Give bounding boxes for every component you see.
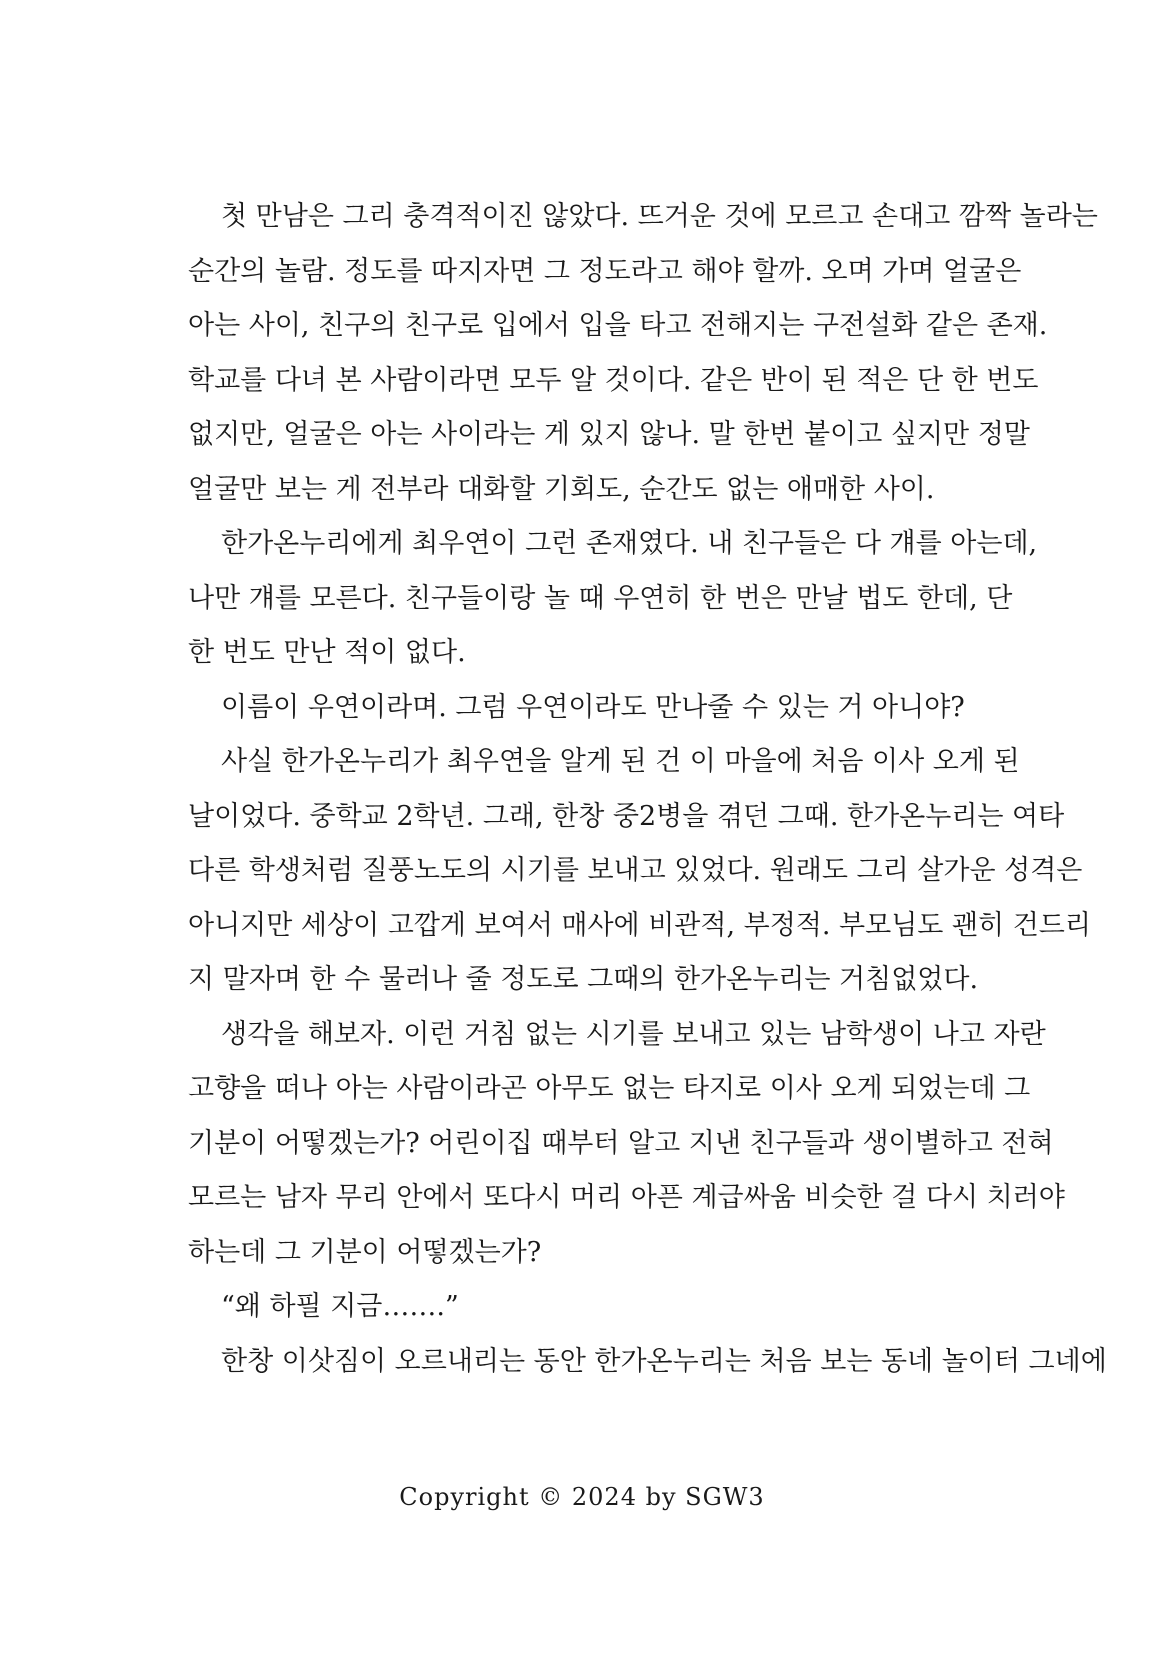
text-line: 아는 사이, 친구의 친구로 입에서 입을 타고 전해지는 구전설화 같은 존재. — [188, 310, 1048, 341]
text-line: 한가온누리에게 최우연이 그런 존재였다. 내 친구들은 다 걔를 아는데, — [221, 528, 1038, 559]
text-line: 학교를 다녀 본 사람이라면 모두 알 것이다. 같은 반이 된 적은 단 한 번도 — [188, 364, 1039, 396]
text-line: 순간의 놀람. 정도를 따지자면 그 정도라고 해야 할까. 오며 가며 얼굴은 — [188, 255, 1022, 287]
text-line: 기분이 어떻겠는가? 어린이집 때부터 알고 지낸 친구들과 생이별하고 전혀 — [188, 1127, 1054, 1159]
text-line: 생각을 해보자. 이런 거침 없는 시기를 보내고 있는 남학생이 나고 자란 — [221, 1018, 1046, 1050]
text-line: 하는데 그 기분이 어떻겠는가? — [188, 1236, 542, 1268]
text-line: 첫 만남은 그리 충격적이진 않았다. 뜨거운 것에 모르고 손대고 깜짝 놀라는 — [221, 201, 1098, 232]
text-line: 사실 한가온누리가 최우연을 알게 된 건 이 마을에 처음 이사 오게 된 — [221, 746, 1020, 777]
text-line: 한창 이삿짐이 오르내리는 동안 한가온누리는 처음 보는 동네 놀이터 그네에 — [221, 1345, 1107, 1377]
text-line: 모르는 남자 무리 안에서 또다시 머리 아픈 계급싸움 비슷한 걸 다시 치러야 — [188, 1182, 1065, 1213]
text-line: 얼굴만 보는 게 전부라 대화할 기회도, 순간도 없는 애매한 사이. — [188, 473, 935, 505]
text-line: 이름이 우연이라며. 그럼 우연이라도 만나줄 수 있는 거 아니야? — [221, 691, 965, 723]
body-text — [188, 190, 1107, 1389]
text-line: 고향을 떠나 아는 사람이라곤 아무도 없는 타지로 이사 오게 되었는데 그 — [188, 1073, 1031, 1104]
text-line: 아니지만 세상이 고깝게 보여서 매사에 비관적, 부정적. 부모님도 괜히 건드리 — [188, 909, 1091, 941]
text-line: 다른 학생처럼 질풍노도의 시기를 보내고 있었다. 원래도 그리 살가운 성격은 — [188, 855, 1083, 886]
text-line: 날이었다. 중학교 2학년. 그래, 한창 중2병을 겪던 그때. 한가온누리는 여타 — [188, 800, 1065, 832]
copyright-footer: Copyright © 2024 by SGW3 — [399, 1483, 765, 1511]
text-line: 지 말자며 한 수 물러나 줄 정도로 그때의 한가온누리는 거침없었다. — [188, 964, 979, 995]
text-line: 한 번도 만난 적이 없다. — [188, 637, 466, 668]
text-line: 나만 걔를 모른다. 친구들이랑 놀 때 우연히 한 번은 만날 법도 한데, 단 — [188, 582, 1013, 614]
text-line: “왜 하필 지금…….” — [221, 1291, 459, 1322]
text-line: 없지만, 얼굴은 아는 사이라는 게 있지 않나. 말 한번 붙이고 싶지만 정말 — [188, 419, 1030, 450]
